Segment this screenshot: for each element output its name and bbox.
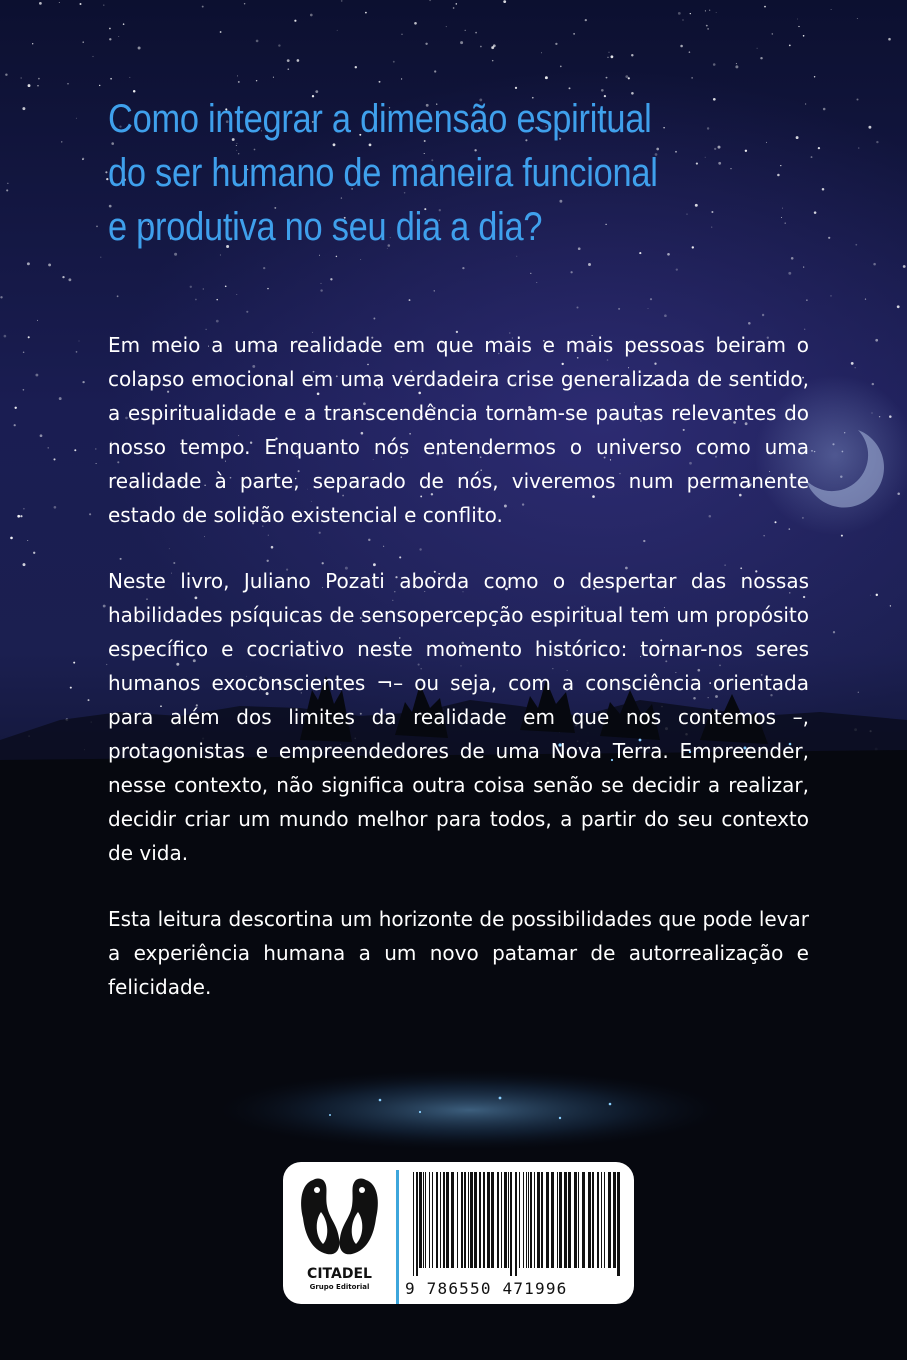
synopsis (108, 328, 809, 1036)
synopsis-paragraph-1: Em meio a uma realidade em que mais e mais pessoas beiram o colapso emocional em uma verdadeira crise generalizada de sentido, a espiritualidade e a transcendência tornam-se pautas relevantes do nosso tempo. Enquanto nós entendermos o universo como uma realidade à parte, separado de nós, viveremos num permanente estado de solidão existencial e conflito. (108, 333, 809, 527)
panel-divider (396, 1170, 399, 1304)
barcode-bar (413, 1172, 414, 1276)
synopsis-paragraph-2: Neste livro, Juliano Pozati aborda como o despertar das nossas habilidades psíquicas de sensopercepção espiritual tem um propósito específico e cocriativo neste momento histórico: tornar-nos seres humanos exoconscientes ¬– ou seja, com a consciência orientada para além dos limites da realidade em que nos contemos –, protagonistas e empreendedores de uma Nova Terra. Empreender, nesse contexto, não significa outra coisa senão se decidir a realizar, decidir criar um mundo melhor para todos, a partir do seu contexto de vida. (108, 569, 809, 865)
publisher-logo (283, 1162, 396, 1304)
barcode-bar (436, 1172, 438, 1268)
synopsis-paragraph-3: Esta leitura descortina um horizonte de possibilidades que pode levar a experiência humana a um novo patamar de autorrealização e felicidade. (108, 907, 809, 999)
barcode-bar (526, 1172, 527, 1268)
barcode-bar (508, 1172, 509, 1268)
barcode-bar (446, 1172, 449, 1268)
barcode-bar (582, 1172, 585, 1268)
barcode-bar (504, 1172, 507, 1268)
barcode-bar (537, 1172, 540, 1268)
headline-line-3: e produtiva no seu dia a dia? (108, 205, 543, 249)
barcode-bar (461, 1172, 463, 1268)
barcode-bar (541, 1172, 543, 1268)
barcode-bar (559, 1172, 562, 1268)
barcode-bar (534, 1172, 535, 1268)
barcode-bar (487, 1172, 490, 1268)
barcode-bar (483, 1172, 485, 1268)
barcode-bar (510, 1172, 512, 1276)
barcode-bar (578, 1172, 579, 1268)
barcode-bar (617, 1172, 620, 1276)
headline-line-2: do ser humano de maneira funcional (108, 151, 658, 195)
barcode-bar (432, 1172, 433, 1268)
barcode-bar (528, 1172, 529, 1268)
barcode-bar (597, 1172, 599, 1268)
barcode-bar (546, 1172, 549, 1268)
barcode-bar (557, 1172, 558, 1268)
barcode-bar (479, 1172, 481, 1268)
barcode-bar (592, 1172, 594, 1268)
barcode-bar (530, 1172, 532, 1268)
isbn-number: 9 786550 471996 (405, 1279, 568, 1298)
barcode-bar (440, 1172, 441, 1268)
barcode-bar (588, 1172, 591, 1268)
barcode-bar (551, 1172, 554, 1268)
barcode-bar (416, 1172, 418, 1276)
barcode-bar (468, 1172, 469, 1268)
barcode-bar (601, 1172, 602, 1268)
barcode-bar (474, 1172, 477, 1268)
barcode-bar (608, 1172, 611, 1268)
barcode-bar (419, 1172, 422, 1268)
barcode-bar (564, 1172, 567, 1268)
barcode-bar (604, 1172, 605, 1268)
barcode-bar (519, 1172, 520, 1268)
barcode-bar (443, 1172, 445, 1268)
barcode-bar (423, 1172, 424, 1268)
publisher-name: CITADEL (307, 1266, 372, 1282)
penguins-logo-icon (283, 1162, 396, 1266)
barcode-bar (568, 1172, 571, 1268)
barcode-icon (411, 1172, 623, 1276)
publisher-subtitle: Grupo Editorial (309, 1283, 370, 1291)
barcode-bar (425, 1172, 426, 1268)
barcode-bar (501, 1172, 502, 1268)
barcode-bar (497, 1172, 499, 1268)
barcode-bar (574, 1172, 577, 1268)
barcode-bar (429, 1172, 430, 1268)
barcode-bar (491, 1172, 494, 1268)
barcode-bar (523, 1172, 524, 1268)
barcode-bar (464, 1172, 466, 1268)
barcode-bar (470, 1172, 473, 1268)
barcode-bar (457, 1172, 458, 1268)
barcode-bar (515, 1172, 517, 1276)
barcode-panel (283, 1162, 634, 1304)
barcode-bar (451, 1172, 454, 1268)
barcode-bar (613, 1172, 616, 1268)
headline (108, 92, 658, 254)
headline-line-1: Como integrar a dimensão espiritual (108, 97, 652, 141)
